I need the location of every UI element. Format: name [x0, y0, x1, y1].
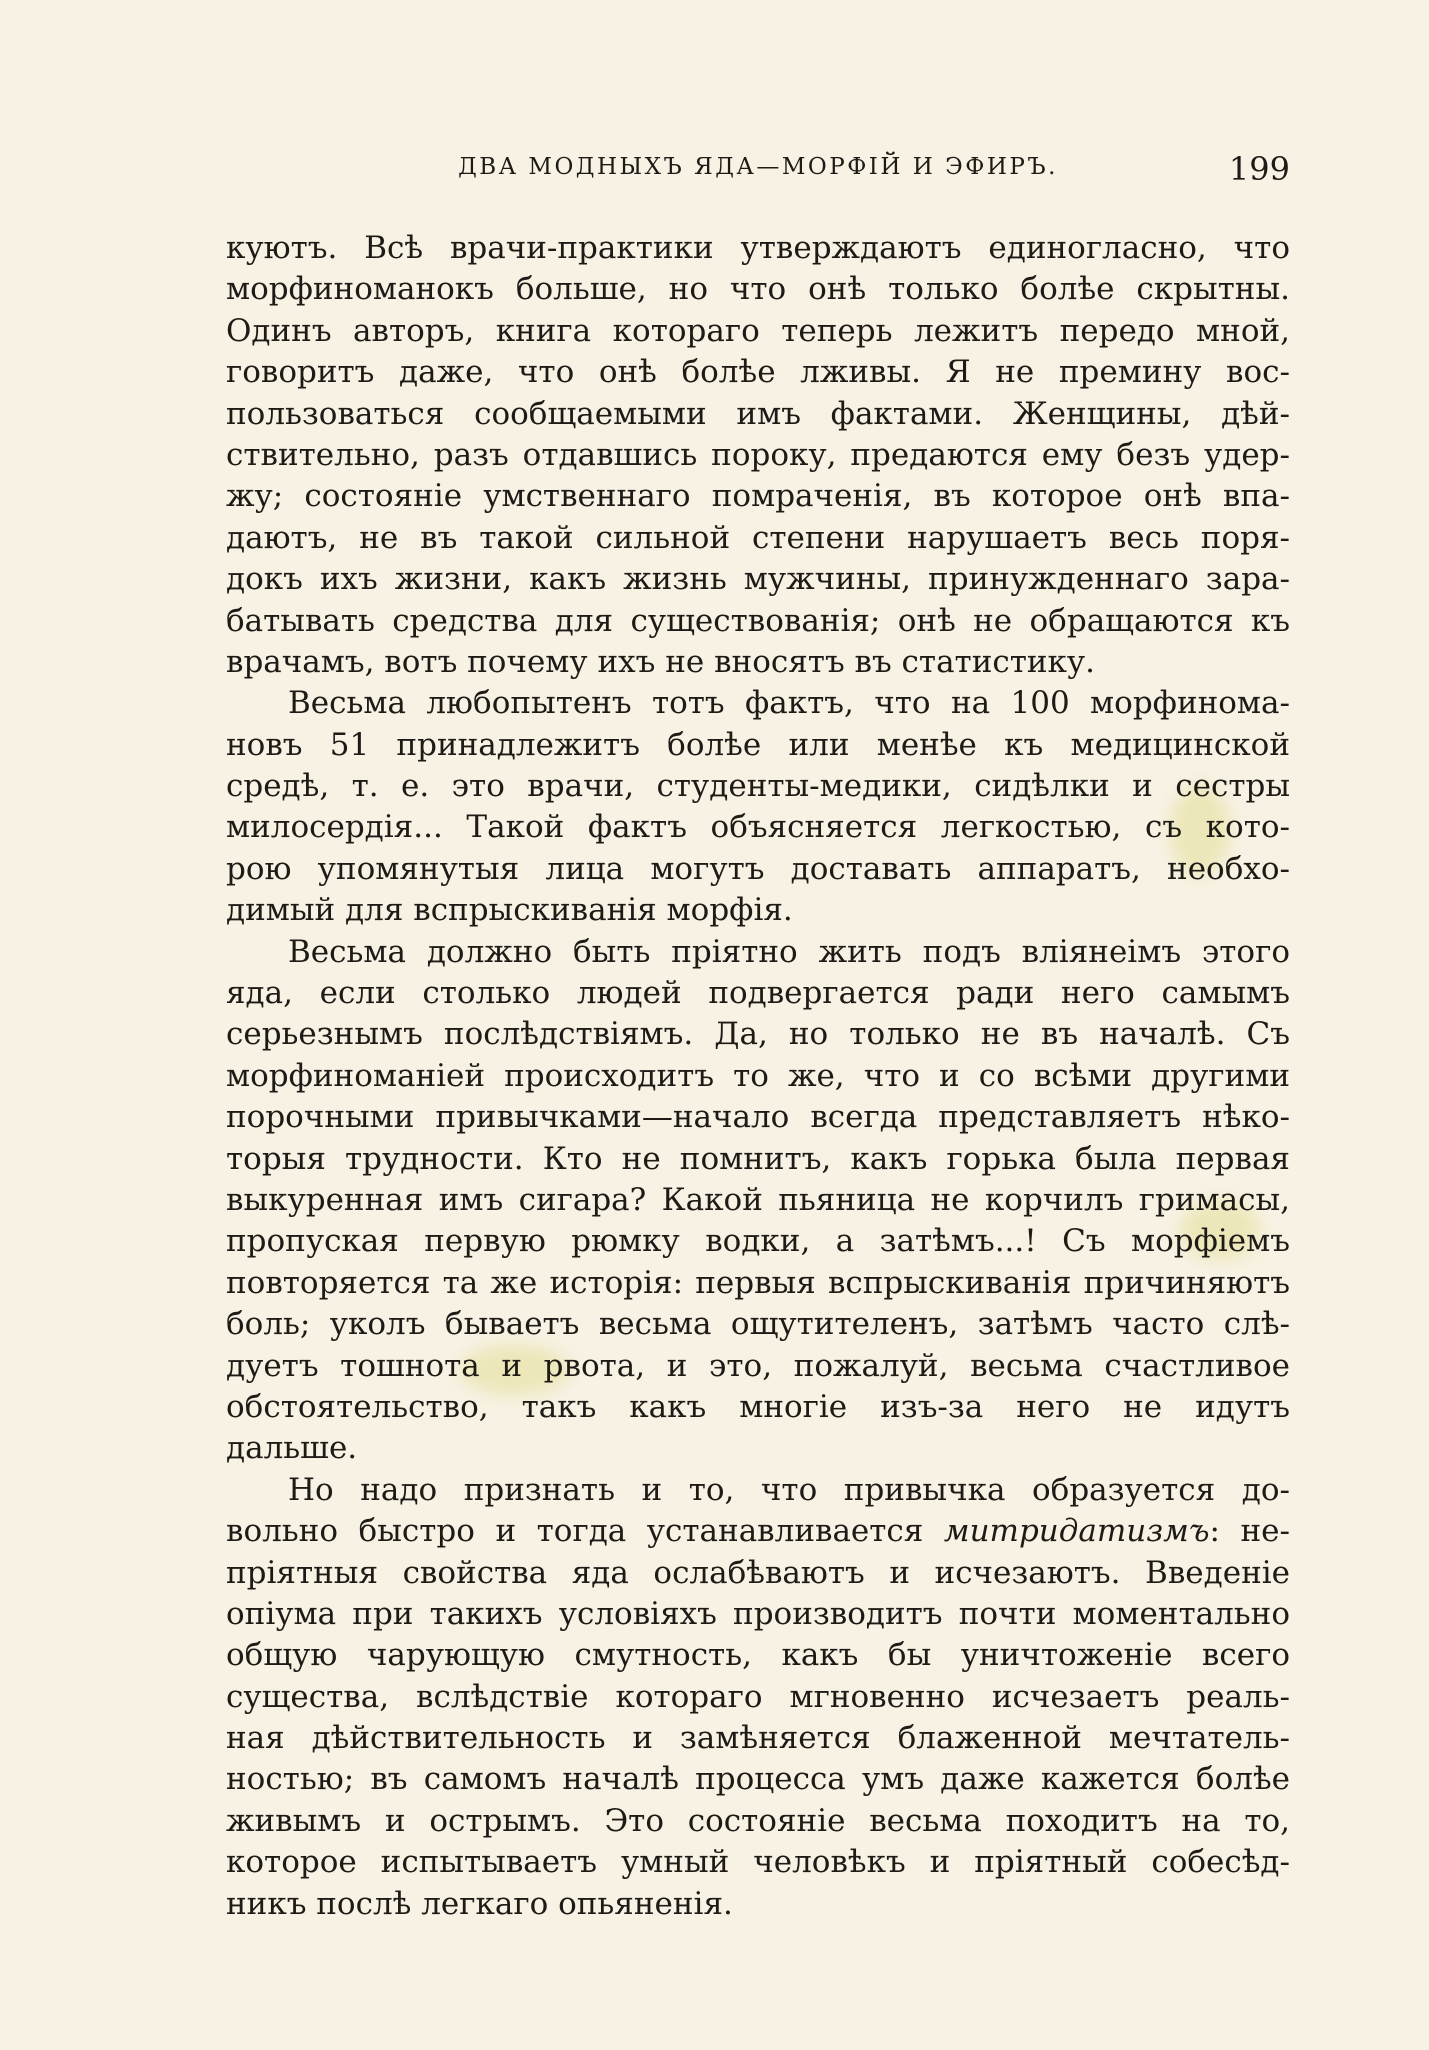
- text-line: выкуренная имъ сигара? Какой пьяница не корчилъ гримасы,: [226, 1181, 1290, 1218]
- text-line: даютъ, не въ такой сильной степени нарушаетъ весь поря-: [226, 519, 1290, 556]
- text-line: [226, 1511, 1290, 1552]
- paragraph: [226, 228, 1290, 683]
- text-line: боль; уколъ бываетъ весьма ощутителенъ, затѣмъ часто слѣ-: [226, 1306, 1290, 1343]
- paragraph: [226, 1470, 1290, 1925]
- text-line: яда, если столько людей подвергается ради него самымъ: [226, 975, 1290, 1012]
- text-line: ная дѣйствительность и замѣняется блаженной мечтатель-: [226, 1720, 1290, 1757]
- text-line: общую чарующую смутность, какъ бы уничтоженіе всего: [226, 1637, 1290, 1674]
- text-line: дуетъ тошнота и рвота, и это, пожалуй, весьма счастливое: [226, 1347, 1290, 1384]
- paragraph: [226, 932, 1290, 1470]
- italic-term: митридатизмъ: [943, 1513, 1210, 1550]
- text-line: говоритъ даже, что онѣ болѣе лживы. Я не премину вос-: [226, 354, 1290, 391]
- text-line: обстоятельство, такъ какъ многіе изъ-за него не идутъ: [226, 1388, 1290, 1425]
- body-text: [226, 228, 1290, 1925]
- text-line: средѣ, т. е. это врачи, студенты-медики, сидѣлки и сестры: [226, 768, 1290, 805]
- text-line: жу; состояніе умственнаго помраченія, въ которое онѣ впа-: [226, 478, 1290, 515]
- page-number: 199: [1228, 150, 1290, 188]
- text-line: серьезнымъ послѣдствіямъ. Да, но только не въ началѣ. Съ: [226, 1016, 1290, 1053]
- text-line: врачамъ, вотъ почему ихъ не вносятъ въ статистику.: [226, 643, 1095, 680]
- text-line: которое испытываетъ умный человѣкъ и пріятный собесѣд-: [226, 1844, 1290, 1881]
- text-line: новъ 51 принадлежитъ болѣе или менѣе къ медицинской: [226, 726, 1290, 763]
- text-line: торыя трудности. Кто не помнитъ, какъ горька была первая: [226, 1140, 1290, 1177]
- text-line: Одинъ авторъ, книга котораго теперь лежитъ передо мной,: [226, 312, 1290, 349]
- text-line: морфиноманіей происходитъ то же, что и со всѣми другими: [226, 1057, 1290, 1094]
- text-line: морфиноманокъ больше, но что онѣ только болѣе скрытны.: [226, 271, 1290, 308]
- text-line: опіума при такихъ условіяхъ производитъ почти моментально: [226, 1595, 1290, 1632]
- text-line: ствительно, разъ отдавшись пороку, предаются ему безъ удер-: [226, 436, 1290, 473]
- text-line: повторяется та же исторія: первыя вспрыскиванія причиняютъ: [226, 1264, 1290, 1301]
- text-line: куютъ. Всѣ врачи-практики утверждаютъ единогласно, что: [226, 230, 1290, 266]
- running-title: ДВА МОДНЫХЪ ЯДА—МОРФІЙ И ЭФИРЪ.: [458, 154, 1058, 180]
- text-line: существа, вслѣдствіе котораго мгновенно исчезаетъ реаль-: [226, 1678, 1290, 1715]
- text-line: Весьма должно быть пріятно жить подъ вліянеімъ этого: [288, 933, 1290, 970]
- text-line: пользоваться сообщаемыми имъ фактами. Женщины, дѣй-: [226, 395, 1290, 432]
- text-line: порочными привычками—начало всегда представляетъ нѣко-: [226, 1099, 1290, 1136]
- text-line: докъ ихъ жизни, какъ жизнь мужчины, принужденнаго зара-: [226, 561, 1290, 598]
- text-line: рою упомянутыя лица могутъ доставать аппаратъ, необхо-: [226, 850, 1290, 887]
- text-segment: : не-: [1209, 1513, 1290, 1550]
- text-line: дальше.: [226, 1430, 358, 1467]
- paragraph: [226, 683, 1290, 931]
- text-line: никъ послѣ легкаго опьяненія.: [226, 1885, 733, 1922]
- text-line: пріятныя свойства яда ослабѣваютъ и исчезаютъ. Введеніе: [226, 1554, 1290, 1591]
- text-line: милосердія... Такой фактъ объясняется легкостью, съ кото-: [226, 809, 1290, 846]
- text-line: пропуская первую рюмку водки, а затѣмъ...! Съ морфіемъ: [226, 1223, 1290, 1260]
- text-line: живымъ и острымъ. Это состояніе весьма походитъ на то,: [226, 1802, 1290, 1839]
- text-segment: вольно быстро и тогда устанавливается: [226, 1513, 944, 1550]
- text-line: батывать средства для существованія; онѣ не обращаются къ: [226, 602, 1290, 639]
- running-head: [226, 150, 1290, 190]
- text-line: Весьма любопытенъ тотъ фактъ, что на 100 морфинома-: [288, 685, 1290, 722]
- text-line: ностью; въ самомъ началѣ процесса умъ даже кажется болѣе: [226, 1761, 1290, 1798]
- text-line: димый для вспрыскиванія морфія.: [226, 892, 793, 929]
- text-line: Но надо признать и то, что привычка образуется до-: [288, 1471, 1290, 1508]
